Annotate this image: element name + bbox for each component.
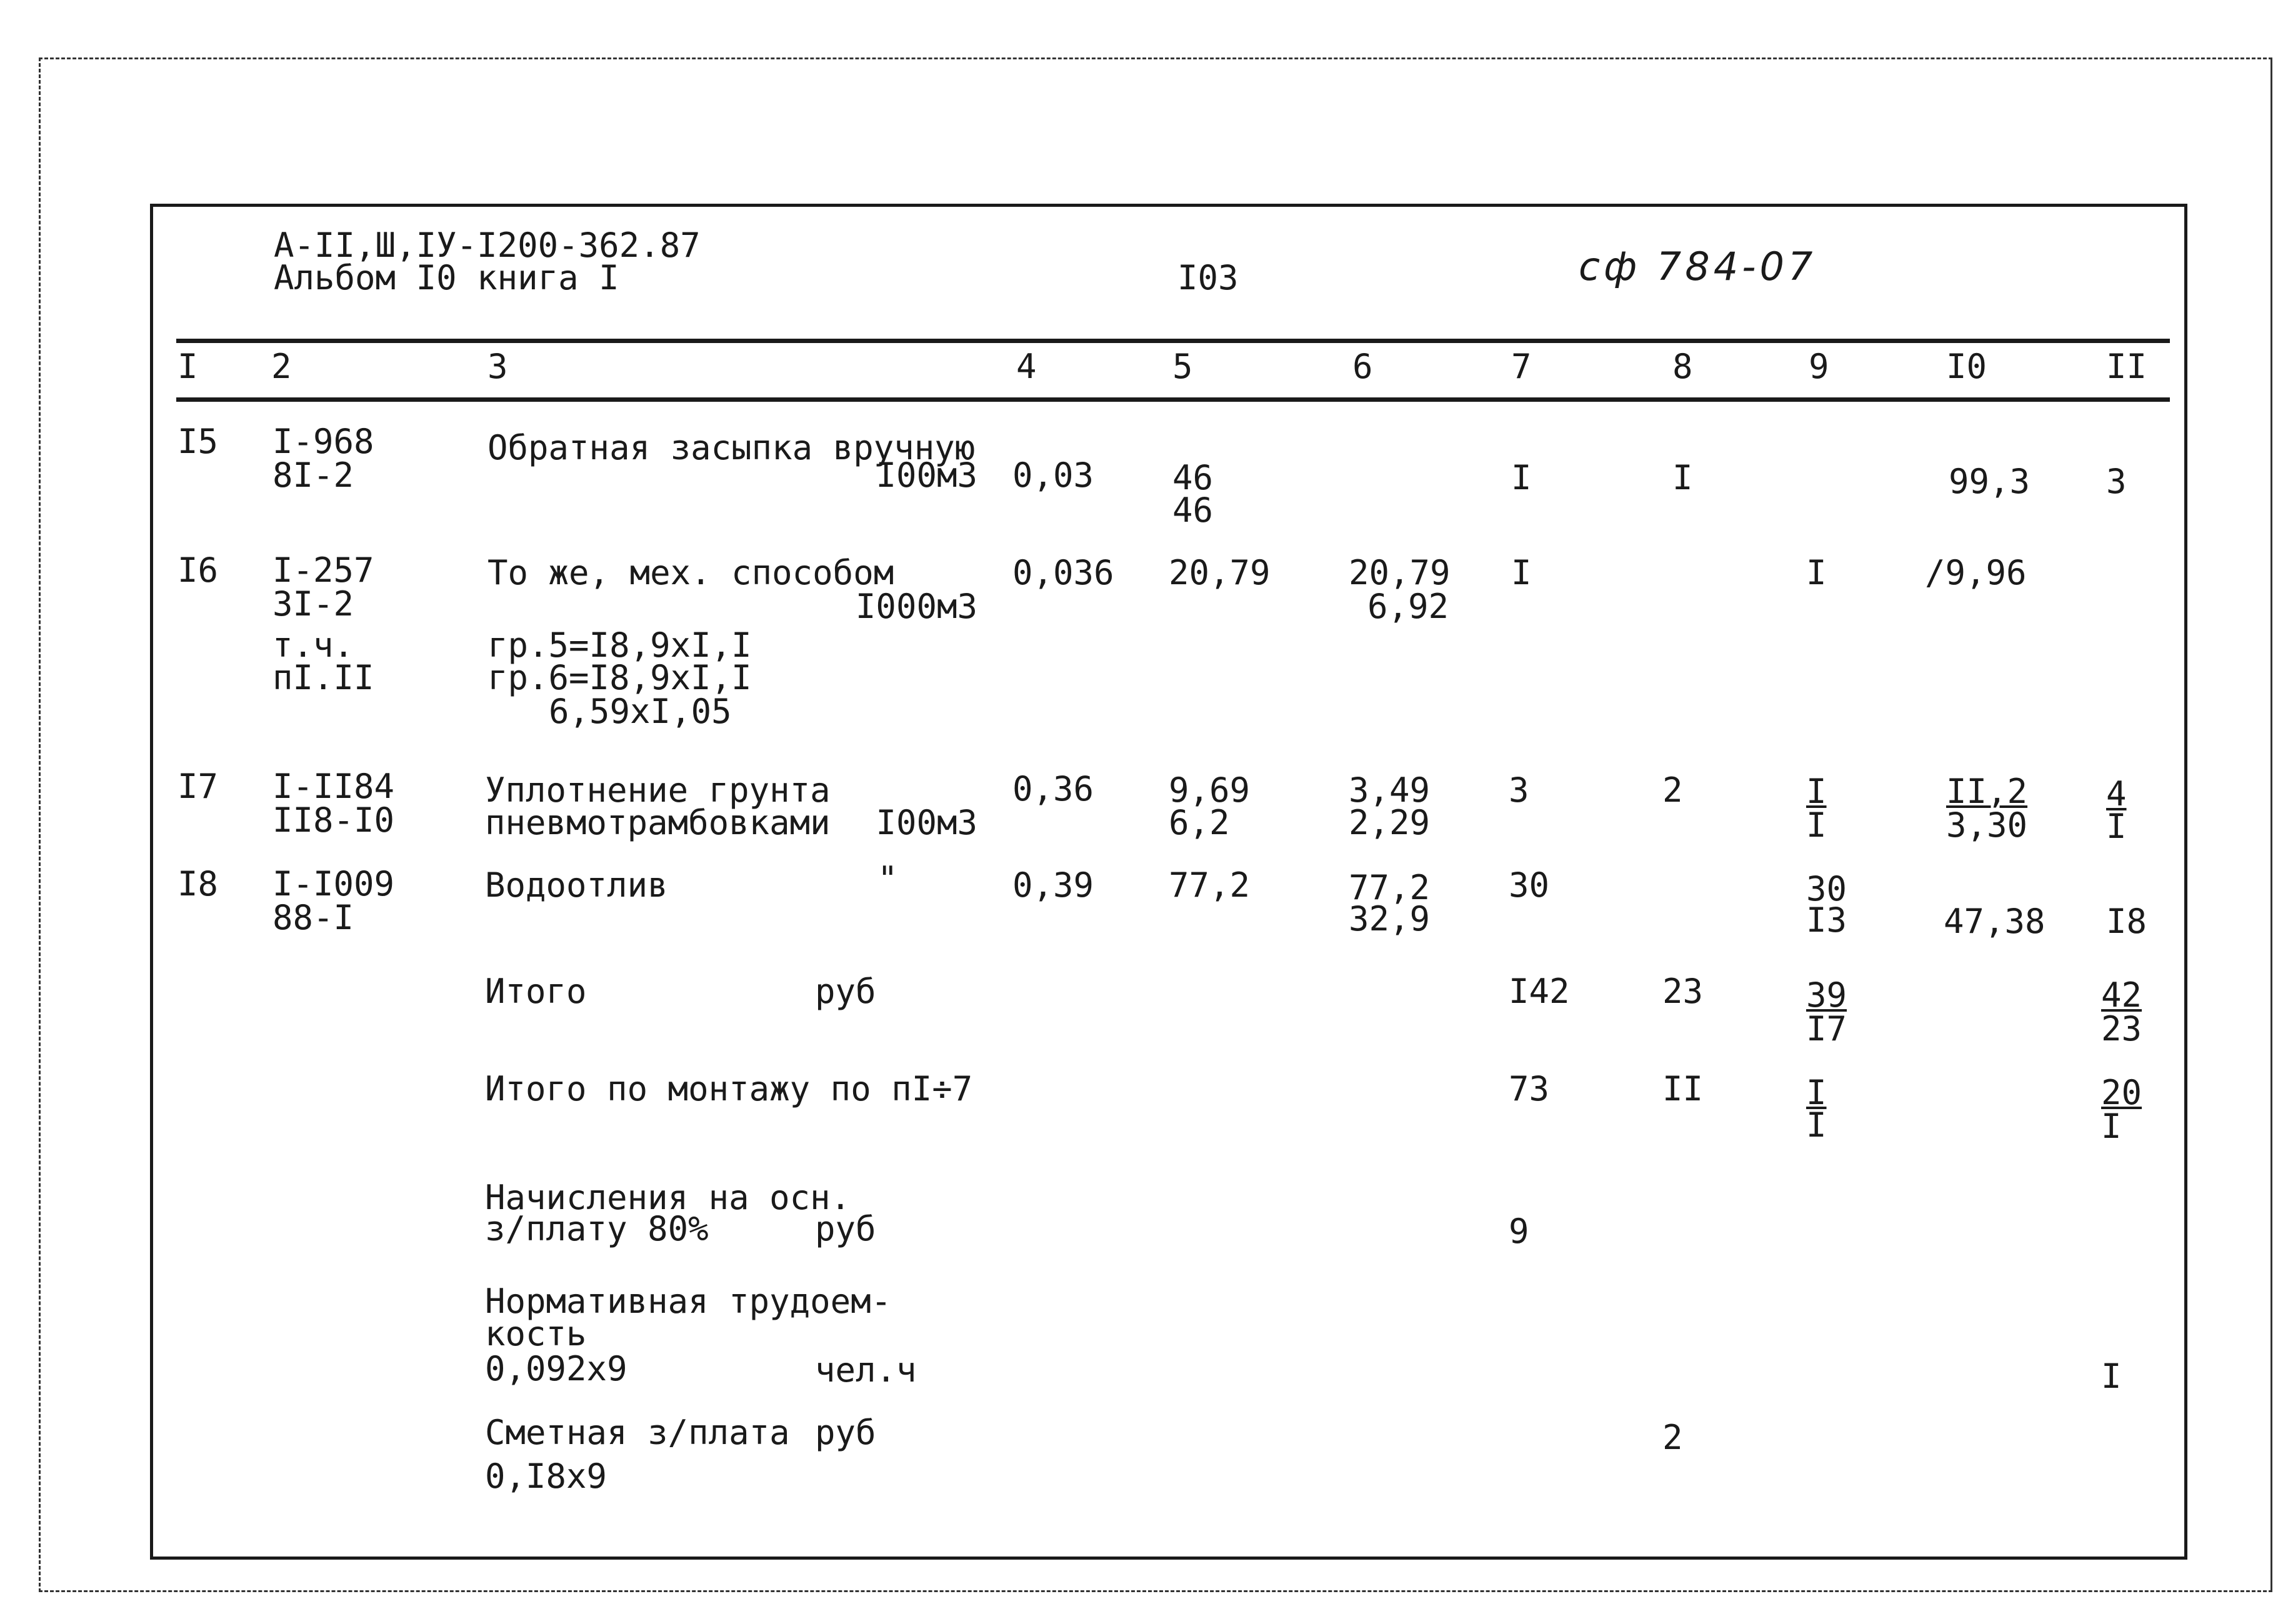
col5-value: 20,79 [1169,553,1271,592]
col6-value: 3,49 [1349,770,1431,810]
col11-value: 20 [2101,1073,2142,1112]
col-header-4: 4 [1016,347,1037,386]
col9-value: I [1806,553,1827,592]
col9-value: I3 [1806,900,1847,940]
rate-code: II8-I0 [272,800,395,840]
col5-value: 9,69 [1169,770,1251,810]
handwritten-reference: сф 784-07 [1579,244,1817,289]
col11-value: I [2101,1357,2122,1396]
col9-value: I [1806,1105,1827,1145]
work-description: пневмотрамбовками [485,803,831,842]
totals-label: Итого [485,972,587,1011]
rate-code: I-257 [272,550,374,590]
totals-label: 0,092х9 [485,1349,627,1388]
col7-value: I42 [1509,972,1570,1011]
col5-value: 77,2 [1169,865,1251,905]
coefficient-note: 6,59хI,05 [549,692,732,731]
col10-value: 99,3 [1949,462,2031,501]
album-label: Альбом I0 книга I [274,258,619,297]
col8-value: II [1662,1069,1704,1108]
work-description: Обратная засыпка вручную [487,428,976,467]
unit: I00м3 [876,803,977,842]
coefficient-note: гр.5=I8,9хI,I [487,625,752,665]
rate-code: I-I009 [272,864,395,904]
coefficient-note: гр.6=I8,9хI,I [487,658,752,697]
totals-label: кость [485,1314,587,1353]
col-header-5: 5 [1172,347,1193,386]
col11-value: I [2101,1107,2122,1146]
col8-value: I [1672,458,1693,497]
totals-unit: руб [815,1209,876,1248]
col11-value: I8 [2106,902,2147,941]
col8-value: 2 [1662,770,1683,810]
col9-value: 30 [1806,869,1847,909]
col10-value: II,2 [1946,772,2028,811]
row-number: I6 [177,550,219,590]
col11-value: 23 [2101,1009,2142,1049]
col11-value: 4 [2106,774,2127,814]
col9-value: I7 [1806,1009,1847,1049]
rate-code: т.ч. [272,625,354,665]
page-number: I03 [1177,258,1239,297]
rate-code: 8I-2 [272,456,354,495]
col10-value: 3,30 [1946,805,2028,845]
col-header-3: 3 [487,347,508,386]
quantity: 0,39 [1012,865,1094,905]
col-header-1: I [177,347,198,386]
row-number: I5 [177,422,219,461]
totals-label: 0,I8х9 [485,1457,607,1496]
col-header-9: 9 [1809,347,1829,386]
col7-value: I [1511,553,1532,592]
row-number: I7 [177,767,219,806]
work-description: Уплотнение грунта [485,770,831,810]
col9-value: I [1806,772,1827,811]
col8-value: 2 [1662,1418,1683,1457]
totals-unit: руб [815,1413,876,1452]
unit: I00м3 [876,456,977,495]
col-header-2: 2 [271,347,292,386]
col5-value: 6,2 [1169,803,1230,842]
col10-value: 47,38 [1944,902,2046,941]
col11-value: 42 [2101,975,2142,1015]
col6-value: 77,2 [1349,868,1431,907]
work-description: То же, мех. способом [487,553,894,592]
totals-label: Сметная з/плата [485,1413,790,1452]
col11-value: 3 [2106,462,2127,501]
rate-code: пI.II [272,658,374,697]
totals-unit: руб [815,972,876,1011]
col5-value: 46 [1172,458,1214,497]
col7-value: I [1511,458,1532,497]
totals-label: з/плату 80% [485,1209,709,1248]
col-header-6: 6 [1352,347,1373,386]
work-description: Водоотлив [485,865,668,905]
unit: I000м3 [855,587,977,626]
col-header-10: I0 [1946,347,1987,386]
totals-unit: чел.ч [815,1350,917,1390]
col9-value: I [1806,1073,1827,1112]
totals-label: Нормативная трудоем- [485,1282,892,1321]
rate-code: 88-I [272,898,354,937]
totals-label: Начисления на осн. [485,1178,851,1217]
col7-value: 30 [1509,865,1550,905]
column-header-rule [176,397,2170,402]
col9-value: 39 [1806,975,1847,1015]
rate-code: I-II84 [272,767,395,806]
col-header-7: 7 [1511,347,1532,386]
col6-value: 20,79 [1349,553,1451,592]
col7-value: 3 [1509,770,1529,810]
header-rule [176,339,2170,343]
col11-value: I [2106,807,2127,846]
totals-label: Итого по монтажу по пI÷7 [485,1069,973,1108]
col5-value: 46 [1172,491,1214,530]
unit: " [877,859,898,899]
col-header-8: 8 [1672,347,1693,386]
col7-value: 9 [1509,1212,1529,1251]
doc-code: А-II,Ш,IУ-I200-362.87 [274,226,701,265]
col-header-11: II [2106,347,2147,386]
quantity: 0,03 [1012,456,1094,495]
quantity: 0,36 [1012,769,1094,809]
col6-value: 2,29 [1349,803,1431,842]
rate-code: I-968 [272,422,374,461]
col10-value: /9,96 [1925,553,2027,592]
rate-code: 3I-2 [272,584,354,624]
col9-value: I [1806,805,1827,845]
row-number: I8 [177,864,219,904]
col7-value: 73 [1509,1069,1550,1108]
col8-value: 23 [1662,972,1704,1011]
quantity: 0,036 [1012,553,1114,592]
col6-value: 6,92 [1367,587,1449,626]
col6-value: 32,9 [1349,899,1431,939]
